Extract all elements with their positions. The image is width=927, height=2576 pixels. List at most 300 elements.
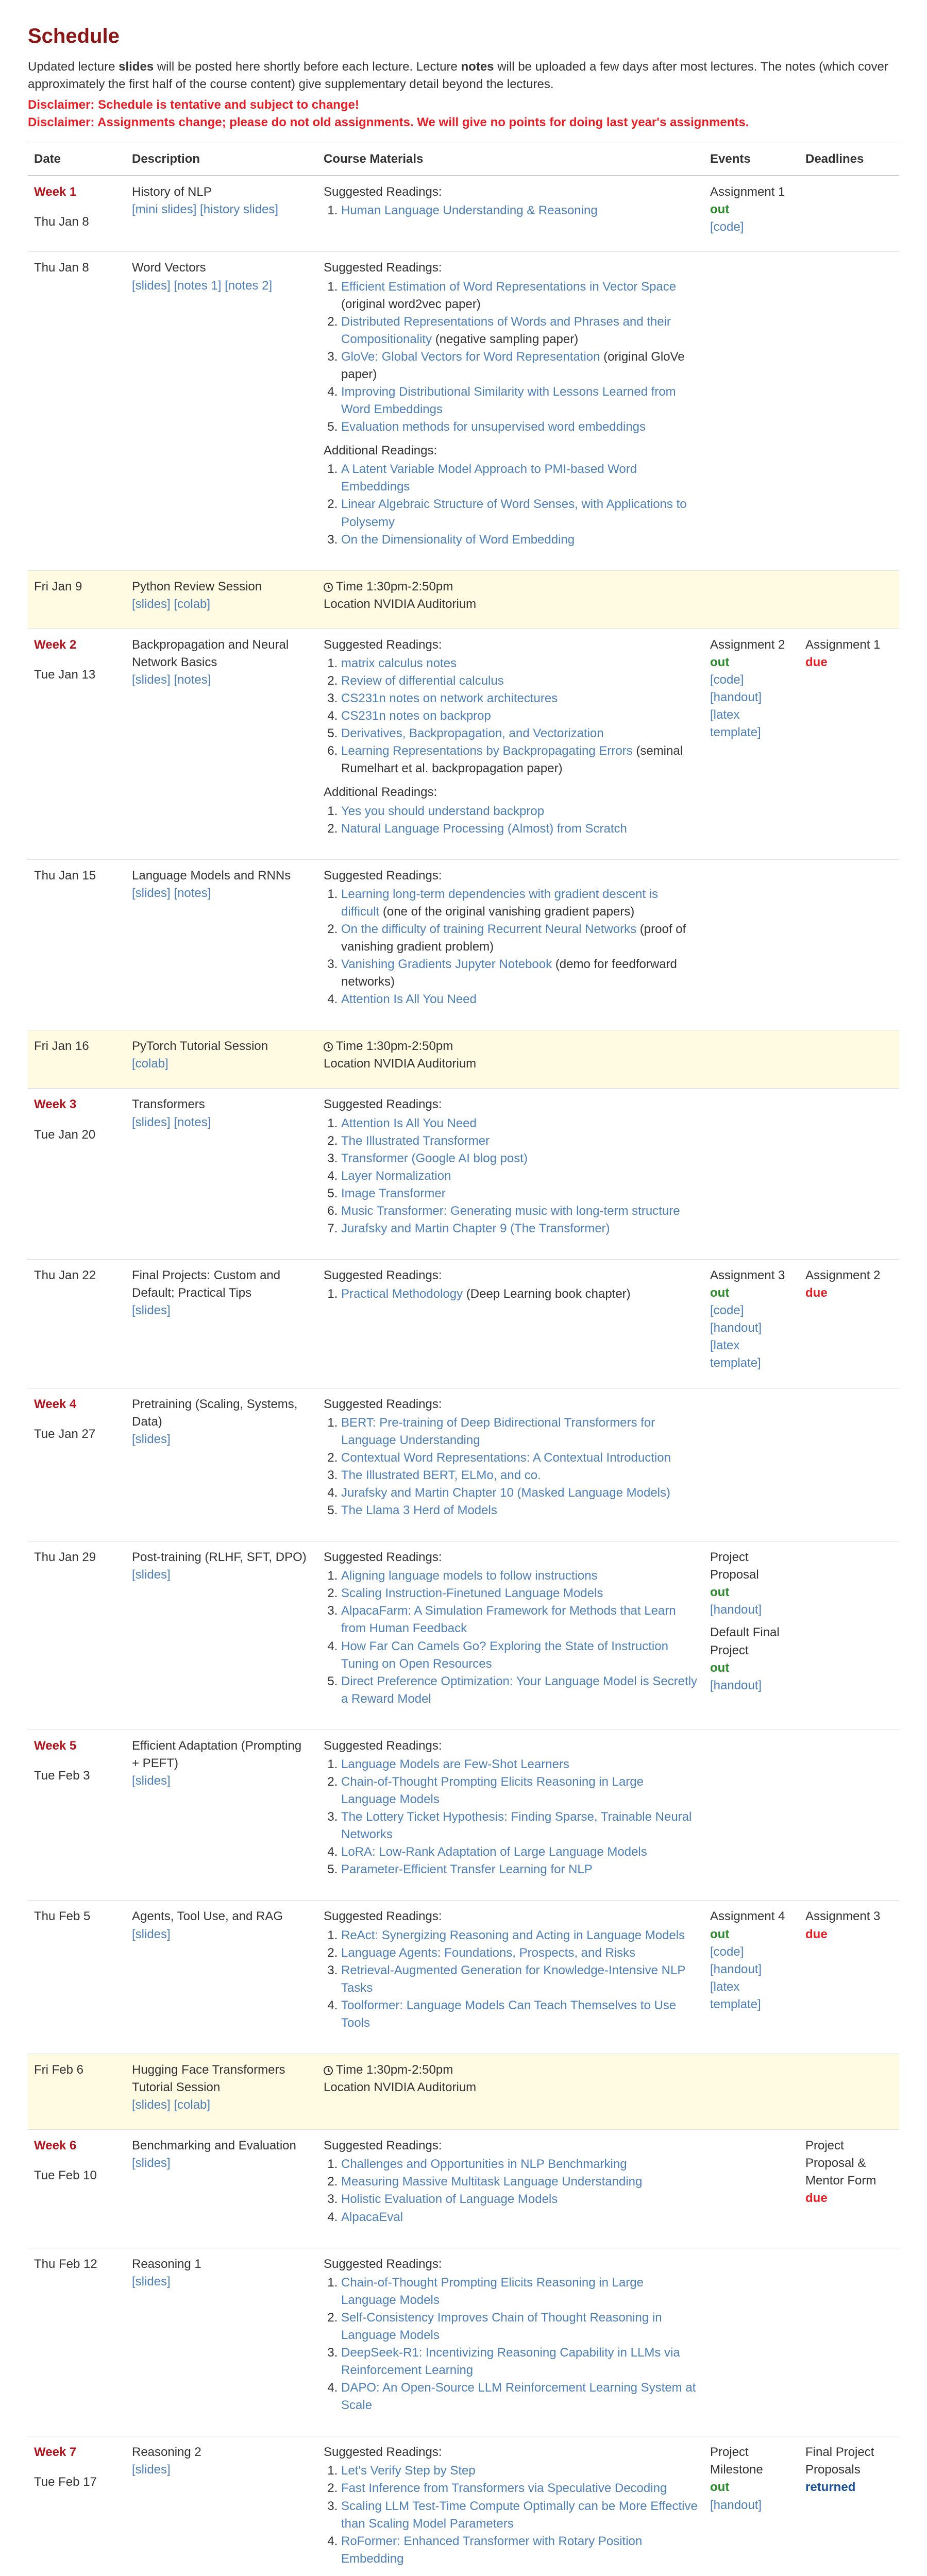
lecture-title-text: Agents, Tool Use, and RAG [132,1909,283,1924]
reading-item [341,2344,698,2379]
reading-link[interactable]: Attention Is All You Need [341,992,477,1007]
lecture-materials-links[interactable]: [slides] [132,2274,171,2289]
description-cell [126,570,317,629]
reading-item [341,742,698,777]
event-out-badge: out [710,655,730,669]
lecture-materials-links[interactable]: [slides] [132,1568,171,1582]
reading-item [341,313,698,348]
event-link[interactable]: [latex template] [710,708,761,740]
lecture-materials-links[interactable]: [slides] [132,2156,171,2171]
lecture-materials-links[interactable]: [colab] [132,1057,168,1071]
lecture-materials-links[interactable]: [slides] [132,1432,171,1446]
events-cell [704,252,799,570]
reading-link[interactable]: Chain-of-Thought Prompting Elicits Reasoning in Large Language Models [341,1774,644,1807]
lecture-materials-links[interactable]: [slides] [notes] [132,1115,211,1129]
additional-readings-heading: Additional Readings: [324,785,437,800]
reading-item [341,707,698,725]
reading-item [341,956,698,991]
reading-link[interactable]: The Illustrated BERT, ELMo, and co. [341,1468,541,1482]
week-label: Week 5 [34,1738,77,1753]
reading-link[interactable]: The Llama 3 Herd of Models [341,1503,497,1518]
reading-link[interactable]: Vanishing Gradients Jupyter Notebook [341,957,552,972]
reading-link[interactable]: A Latent Variable Model Approach to PMI-based Word Embeddings [341,462,637,494]
description-cell [126,2130,317,2248]
reading-note: (negative sampling paper) [432,332,579,346]
date-cell [28,1388,126,1541]
deadline-text: Assignment 1 [805,637,881,652]
reading-note: (demo for feedforward networks) [341,957,677,989]
intro-part-1: Updated lecture [28,59,115,74]
date-cell [28,570,126,629]
event-text: Assignment 1 [710,185,785,199]
lecture-title-text: Word Vectors [132,261,206,275]
reading-link[interactable]: ReAct: Synergizing Reasoning and Acting in Language Models [341,1928,685,1942]
reading-item [341,1414,698,1449]
reading-link[interactable]: LoRA: Low-Rank Adaptation of Large Language Models [341,1845,647,1859]
reading-link[interactable]: Challenges and Opportunities in NLP Benchmarking [341,2157,627,2172]
suggested-readings-list [324,278,698,436]
event-link[interactable]: [code] [710,1944,744,1959]
reading-link[interactable]: Scaling Instruction-Finetuned Language Models [341,1586,603,1601]
schedule-row [28,2248,899,2436]
suggested-readings-heading: Suggested Readings: [324,2257,442,2271]
course-materials-cell [317,2248,704,2436]
reading-note: (original GloVe paper) [341,349,685,381]
reading-link[interactable]: Toolformer: Language Models Can Teach Themselves to Use Tools [341,1998,677,2030]
reading-item [341,2480,698,2497]
event-text: Assignment 4 [710,1909,785,1924]
reading-link[interactable]: AlpacaEval [341,2210,403,2224]
header-date: Date [28,143,126,176]
deadlines-cell [799,1260,899,1388]
deadlines-cell [799,1030,899,1089]
reading-item [341,1167,698,1185]
events-cell [704,176,799,252]
lecture-title [132,1097,205,1111]
reading-item [341,1220,698,1238]
lecture-materials-links[interactable]: [slides] [notes] [132,886,211,900]
suggested-readings-list [324,886,698,1009]
description-cell [126,629,317,859]
reading-link[interactable]: AlpacaFarm: A Simulation Framework for Methods that Learn from Human Feedback [341,1604,676,1636]
date-cell [28,629,126,859]
reading-item [341,278,698,313]
schedule-row [28,859,899,1030]
reading-link[interactable]: GloVe: Global Vectors for Word Representation [341,349,600,364]
deadlines-cell [799,1388,899,1541]
schedule-row [28,1388,899,1541]
reading-item [341,1602,698,1637]
week-label: Week 3 [34,1097,77,1112]
event-out-badge: out [710,1585,730,1600]
reading-link[interactable]: Attention Is All You Need [341,1116,477,1130]
week-label: Week 1 [34,185,77,199]
reading-link[interactable]: Contextual Word Representations: A Contextual Introduction [341,1450,671,1465]
schedule-row [28,1901,899,2054]
reading-link[interactable]: BERT: Pre-training of Deep Bidirectional Transformers for Language Understanding [341,1415,655,1447]
course-materials-cell [317,1388,704,1541]
reading-item [341,2498,698,2533]
course-materials-cell [317,2436,704,2576]
reading-note: (one of the original vanishing gradient papers) [379,904,635,919]
description-cell [126,1388,317,1541]
lecture-materials-links[interactable]: [slides] [132,1303,171,1318]
reading-link[interactable]: On the Dimensionality of Word Embedding [341,532,575,547]
reading-link[interactable]: Layer Normalization [341,1168,451,1183]
reading-note: (Deep Learning book chapter) [463,1287,631,1301]
event-out-badge: out [710,1286,730,1300]
session-time [324,578,698,596]
session-location: Location NVIDIA Auditorium [324,2080,477,2095]
header-course-materials: Course Materials [317,143,704,176]
reading-item [341,1502,698,1519]
date-text: Thu Feb 12 [34,2257,97,2271]
lecture-title-text: PyTorch Tutorial Session [132,1039,268,1054]
reading-link[interactable]: Let's Verify Step by Step [341,2464,476,2478]
deadlines-cell [799,2130,899,2248]
reading-item [341,1115,698,1132]
event-link[interactable]: [handout] [710,1603,762,1617]
lecture-title-text: Benchmarking and Evaluation [132,2139,296,2153]
reading-item [341,1567,698,1585]
reading-item [341,690,698,707]
reading-link[interactable]: CS231n notes on backprop [341,709,491,723]
date-text: Tue Feb 17 [34,2475,97,2489]
events-cell [704,1089,799,1260]
deadlines-cell [799,1730,899,1901]
suggested-readings-list [324,2274,698,2415]
clock-icon [324,1042,333,1052]
reading-item [341,2274,698,2309]
deadlines-cell [799,629,899,859]
reading-link[interactable]: The Lottery Ticket Hypothesis: Finding Sparse, Trainable Neural Networks [341,1810,692,1842]
event-out-badge: out [710,202,730,217]
clock-icon [324,2066,333,2075]
reading-item [341,803,698,820]
reading-link[interactable]: Chain-of-Thought Prompting Elicits Reasoning in Large Language Models [341,2275,644,2307]
lecture-materials-links[interactable]: [slides] [132,1927,171,1941]
reading-link[interactable]: Transformer (Google AI blog post) [341,1151,528,1165]
lecture-title [132,2063,285,2094]
session-time [324,1038,698,1055]
description-cell [126,1541,317,1730]
reading-link[interactable]: Evaluation methods for unsupervised word embeddings [341,420,646,434]
reading-item [341,921,698,956]
reading-item [341,1808,698,1843]
course-materials-cell [317,176,704,252]
events-cell [704,2436,799,2576]
additional-readings-heading: Additional Readings: [324,444,437,458]
schedule-row [28,1541,899,1730]
reading-link[interactable]: Yes you should understand backprop [341,804,545,818]
date-text: Thu Feb 5 [34,1909,91,1924]
suggested-readings-heading: Suggested Readings: [324,2139,442,2153]
schedule-row-highlight [28,570,899,629]
lecture-materials-links[interactable]: [slides] [colab] [132,597,211,611]
reading-link[interactable]: Learning long-term dependencies with gradient descent is difficult [341,887,659,919]
date-cell [28,859,126,1030]
suggested-readings-heading: Suggested Readings: [324,2445,442,2460]
reading-link[interactable]: DAPO: An Open-Source LLM Reinforcement Learning System at Scale [341,2381,696,2413]
event-link[interactable]: [code] [710,1303,744,1318]
event-link[interactable]: [handout] [710,690,762,705]
date-cell [28,2054,126,2129]
reading-item [341,2173,698,2191]
events-cell [704,2054,799,2129]
reading-link[interactable]: Distributed Representations of Words and Phrases and their Compositionality [341,314,671,346]
reading-link[interactable]: Scaling LLM Test-Time Compute Optimally can be More Effective than Scaling Model Parameters [341,2499,698,2531]
suggested-readings-heading: Suggested Readings: [324,1909,442,1924]
reading-link[interactable]: Linear Algebraic Structure of Word Senses, with Applications to Polysemy [341,497,687,529]
reading-link[interactable]: Jurafsky and Martin Chapter 10 (Masked Language Models) [341,1485,670,1500]
reading-item [341,1944,698,1962]
lecture-title-text: Post-training (RLHF, SFT, DPO) [132,1550,307,1565]
lecture-title [132,2139,296,2153]
reading-item [341,655,698,672]
lecture-materials-links[interactable]: [slides] [132,2463,171,2477]
deadline-text: Project Proposal & Mentor Form [805,2139,877,2188]
reading-item [341,1773,698,1808]
date-text: Tue Feb 10 [34,2168,97,2183]
course-materials-cell [317,2130,704,2248]
reading-item [341,991,698,1008]
reading-item [341,1638,698,1673]
reading-link[interactable]: Parameter-Efficient Transfer Learning for NLP [341,1862,593,1877]
reading-link[interactable]: The Illustrated Transformer [341,1133,490,1148]
course-materials-cell [317,1030,704,1089]
reading-item [341,1467,698,1484]
description-cell [126,2436,317,2576]
intro-text [28,58,899,93]
reading-item [341,1673,698,1708]
reading-link[interactable]: Holistic Evaluation of Language Models [341,2192,558,2207]
event-link[interactable]: [latex template] [710,1338,761,1370]
date-text: Fri Feb 6 [34,2062,84,2077]
additional-readings-list [324,461,698,548]
date-text: Fri Jan 16 [34,1039,89,1054]
lecture-title-text: Hugging Face Transformers Tutorial Session [132,2062,285,2095]
reading-link[interactable]: Learning Representations by Backpropagating Errors [341,744,633,758]
reading-link[interactable]: Language Models are Few-Shot Learners [341,1757,569,1771]
reading-link[interactable]: CS231n notes on network architectures [341,691,558,706]
course-materials-cell [317,1089,704,1260]
reading-item [341,1843,698,1861]
deadlines-cell [799,859,899,1030]
date-text: Thu Jan 29 [34,1550,96,1565]
reading-link[interactable]: How Far Can Camels Go? Exploring the State of Instruction Tuning on Open Resources [341,1639,668,1671]
event-out-badge: out [710,1660,730,1675]
reading-item [341,531,698,549]
reading-link[interactable]: Image Transformer [341,1186,446,1200]
clock-icon [324,583,333,592]
reading-item [341,1150,698,1167]
date-text: Thu Jan 8 [34,261,89,275]
reading-link[interactable]: Practical Methodology [341,1287,463,1301]
date-cell [28,2130,126,2248]
schedule-row [28,1089,899,1260]
lecture-title-text: Backpropagation and Neural Network Basics [132,637,289,669]
lecture-materials-links[interactable]: [slides] [132,1773,171,1788]
course-materials-cell [317,2054,704,2129]
date-cell [28,1030,126,1089]
date-cell [28,1089,126,1260]
reading-item [341,348,698,383]
reading-link[interactable]: Natural Language Processing (Almost) from Scratch [341,821,627,836]
reading-link[interactable]: Measuring Massive Multitask Language Understanding [341,2175,643,2189]
date-text: Fri Jan 9 [34,579,82,594]
reading-item [341,202,698,219]
session-location: Location NVIDIA Auditorium [324,1057,477,1071]
schedule-row [28,1730,899,1901]
reading-item [341,2462,698,2480]
suggested-readings-list [324,2462,698,2567]
schedule-row-highlight [28,2054,899,2129]
suggested-readings-list [324,2156,698,2226]
description-cell [126,1730,317,1901]
reading-item [341,1585,698,1602]
date-cell [28,252,126,570]
week-label: Week 2 [34,637,77,652]
events-cell [704,1901,799,2054]
disclaimer-assignments: Disclaimer: Assignments change; please do not old assignments. We will give no points for doing last year's assignments. [28,115,749,130]
reading-item [341,1962,698,1997]
deadlines-cell [799,570,899,629]
reading-item [341,2156,698,2173]
course-materials-cell [317,629,704,859]
reading-item [341,496,698,531]
event-link[interactable]: [latex template] [710,1979,761,2011]
suggested-readings-list [324,202,698,219]
reading-link[interactable]: Jurafsky and Martin Chapter 9 (The Transformer) [341,1222,610,1236]
session-time-text: Time 1:30pm-2:50pm [336,2062,453,2077]
event-text: Project Proposal [710,1550,759,1582]
session-time-text: Time 1:30pm-2:50pm [336,579,453,594]
lecture-materials-links[interactable]: [slides] [notes 1] [notes 2] [132,278,273,293]
deadline-due-badge: due [805,1286,828,1300]
reading-link[interactable]: Self-Consistency Improves Chain of Thought Reasoning in Language Models [341,2310,662,2342]
suggested-readings-heading: Suggested Readings: [324,185,442,199]
event-link[interactable]: [code] [710,672,744,687]
reading-link[interactable]: Aligning language models to follow instructions [341,1569,598,1583]
lecture-title-text: Python Review Session [132,579,262,594]
reading-item [341,1861,698,1878]
deadline-text: Final Project Proposals [805,2445,874,2477]
date-cell [28,1260,126,1388]
reading-link[interactable]: Language Agents: Foundations, Prospects, and Risks [341,1945,636,1960]
suggested-readings-list [324,1567,698,1708]
reading-link[interactable]: Improving Distributional Similarity with Lessons Learned from Word Embeddings [341,384,676,417]
schedule-row [28,2436,899,2576]
suggested-readings-heading: Suggested Readings: [324,1397,442,1411]
reading-item [341,1202,698,1220]
reading-item [341,1927,698,1944]
date-text: Tue Feb 3 [34,1768,90,1783]
lecture-title-text: History of NLP [132,185,212,199]
lecture-materials-links[interactable]: [slides] [notes] [132,672,211,687]
session-location: Location NVIDIA Auditorium [324,597,477,611]
course-materials-cell [317,1260,704,1388]
reading-link[interactable]: RoFormer: Enhanced Transformer with Rotary Position Embedding [341,2534,643,2566]
suggested-readings-list [324,1414,698,1519]
lecture-title [132,1397,297,1429]
header-events: Events [704,143,799,176]
event-link[interactable]: [handout] [710,1321,762,1335]
reading-link[interactable]: Music Transformer: Generating music with long-term structure [341,1204,680,1218]
reading-item [341,2209,698,2226]
reading-link[interactable]: DeepSeek-R1: Incentivizing Reasoning Capability in LLMs via Reinforcement Learning [341,2346,680,2378]
reading-item [341,1449,698,1467]
course-materials-cell [317,859,704,1030]
reading-link[interactable]: On the difficulty of training Recurrent Neural Networks [341,922,637,936]
lecture-title [132,2445,201,2459]
lecture-title [132,1550,307,1564]
suggested-readings-heading: Suggested Readings: [324,868,442,883]
intro-notes-bold: notes [461,59,494,74]
events-cell [704,1730,799,1901]
date-text: Thu Jan 8 [34,215,89,229]
reading-note: (seminal Rumelhart et al. backpropagation paper) [341,744,683,776]
description-cell [126,1901,317,2054]
deadlines-cell [799,176,899,252]
reading-item [341,2191,698,2208]
reading-link[interactable]: Human Language Understanding & Reasoning [341,204,598,218]
event-out-badge: out [710,2480,730,2495]
suggested-readings-heading: Suggested Readings: [324,1738,442,1753]
date-text: Thu Jan 15 [34,868,96,883]
event-text: Default Final Project [710,1625,780,1657]
deadlines-cell [799,2436,899,2576]
reading-link[interactable]: Derivatives, Backpropagation, and Vectorization [341,726,604,741]
event-link[interactable]: [handout] [710,1962,762,1976]
events-cell [704,859,799,1030]
reading-item [341,1132,698,1150]
lecture-title-text: Reasoning 2 [132,2445,201,2460]
lecture-materials-links[interactable]: [slides] [colab] [132,2098,211,2112]
description-cell [126,859,317,1030]
reading-item [341,1756,698,1773]
schedule-body [28,176,899,2576]
event-link[interactable]: [code] [710,220,744,234]
header-deadlines: Deadlines [799,143,899,176]
lecture-title [132,869,291,883]
lecture-title [132,1268,280,1300]
reading-item [341,1484,698,1502]
lecture-title [132,2257,201,2271]
reading-link[interactable]: matrix calculus notes [341,656,457,670]
date-cell [28,2436,126,2576]
suggested-readings-heading: Suggested Readings: [324,1550,442,1565]
reading-link[interactable]: Efficient Estimation of Word Representations in Vector Space [341,279,677,294]
date-text: Thu Jan 22 [34,1268,96,1283]
deadlines-cell [799,2054,899,2129]
reading-item [341,820,698,838]
lecture-materials-links[interactable]: [mini slides] [history slides] [132,202,279,217]
suggested-readings-list [324,1756,698,1879]
reading-link[interactable]: Fast Inference from Transformers via Speculative Decoding [341,2481,667,2496]
event-link[interactable]: [handout] [710,2498,762,2512]
events-cell [704,1388,799,1541]
header-description: Description [126,143,317,176]
course-materials-cell [317,1901,704,2054]
reading-link[interactable]: Review of differential calculus [341,673,504,688]
lecture-title-text: Transformers [132,1097,205,1112]
reading-link[interactable]: Retrieval-Augmented Generation for Knowledge-Intensive NLP Tasks [341,1963,685,1995]
event-link[interactable]: [handout] [710,1678,762,1692]
deadlines-cell [799,1901,899,2054]
reading-link[interactable]: Direct Preference Optimization: Your Language Model is Secretly a Reward Model [341,1674,698,1706]
date-cell [28,2248,126,2436]
lecture-title-text: Language Models and RNNs [132,868,291,883]
